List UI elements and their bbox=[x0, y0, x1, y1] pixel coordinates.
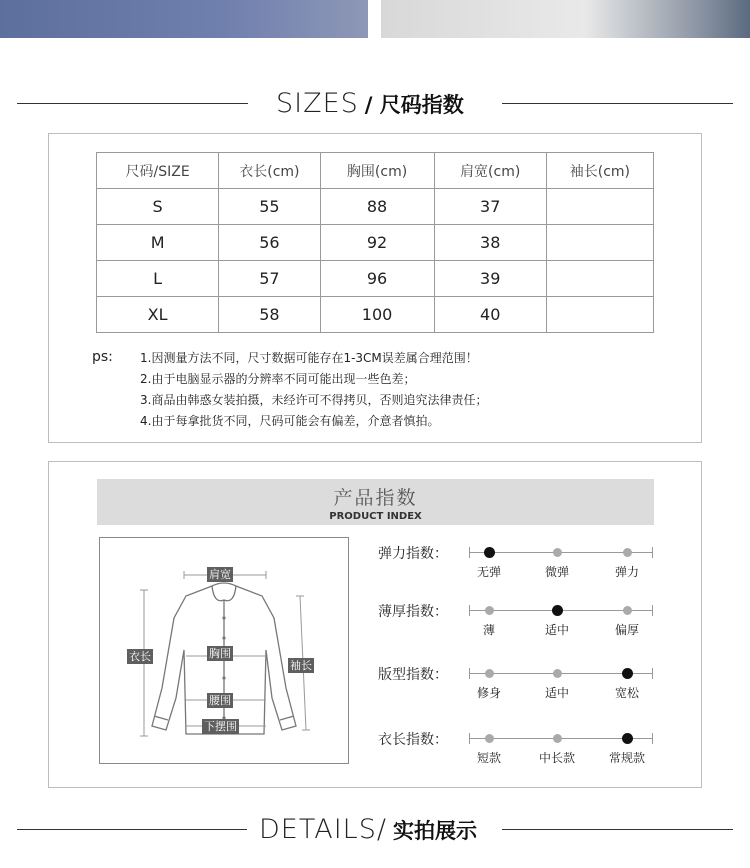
sleeve-cell bbox=[546, 261, 653, 297]
index-option-label: 修身 bbox=[476, 686, 501, 700]
scale-dot bbox=[485, 734, 494, 743]
selected-dot bbox=[622, 668, 633, 679]
index-scale bbox=[469, 545, 653, 559]
length-cell: 57 bbox=[219, 261, 320, 297]
note-line: 2.由于电脑显示器的分辨率不同可能出现一些色差； bbox=[140, 372, 416, 386]
sizes-heading bbox=[276, 88, 464, 119]
index-option-label: 中长款 bbox=[538, 751, 575, 765]
shoulder-cell: 37 bbox=[434, 189, 546, 225]
scale-tick bbox=[652, 547, 653, 558]
header-cell: 袖长(cm) bbox=[546, 153, 653, 189]
scale-dot bbox=[623, 548, 632, 557]
scale-tick bbox=[469, 668, 470, 679]
table-row bbox=[97, 189, 654, 225]
details-title-en: DETAILS/ bbox=[259, 814, 387, 845]
scale-dot bbox=[553, 669, 562, 678]
index-option-label: 常规款 bbox=[608, 751, 645, 765]
details-rule-left bbox=[17, 829, 247, 830]
header-cell: 尺码/SIZE bbox=[97, 153, 219, 189]
sizes-title-en: SIZES bbox=[276, 88, 359, 119]
details-title-cn: 实拍展示 bbox=[392, 819, 477, 843]
index-option-label: 无弹 bbox=[476, 565, 501, 579]
shoulder-tag: 肩宽 bbox=[209, 568, 231, 581]
index-option-label: 适中 bbox=[544, 623, 569, 637]
index-option-label: 宽松 bbox=[614, 686, 639, 700]
size-cell: XL bbox=[97, 297, 219, 333]
product-index-title-cn: 产品指数 bbox=[333, 487, 418, 509]
shoulder-cell: 39 bbox=[434, 261, 546, 297]
size-cell: M bbox=[97, 225, 219, 261]
chest-tag: 胸围 bbox=[209, 647, 231, 660]
table-row bbox=[97, 297, 654, 333]
scale-tick bbox=[652, 605, 653, 616]
sleeve-cell bbox=[546, 225, 653, 261]
size-cell: S bbox=[97, 189, 219, 225]
note-line: 3.商品由韩惑女装拍摄，未经许可不得拷贝，否则追究法律责任； bbox=[140, 393, 488, 407]
index-scale bbox=[469, 603, 653, 617]
notes-prefix: ps: bbox=[92, 349, 113, 365]
sizes-title-cn: / 尺码指数 bbox=[364, 93, 464, 117]
size-table-header bbox=[97, 153, 654, 189]
index-scale bbox=[469, 666, 653, 680]
index-scale bbox=[469, 731, 653, 745]
index-label: 版型指数： bbox=[378, 667, 448, 683]
chest-cell: 92 bbox=[320, 225, 434, 261]
shoulder-cell: 38 bbox=[434, 225, 546, 261]
length-cell: 56 bbox=[219, 225, 320, 261]
sizes-rule-left bbox=[17, 103, 248, 104]
scale-tick bbox=[469, 605, 470, 616]
header-cell: 胸围(cm) bbox=[320, 153, 434, 189]
index-option-label: 短款 bbox=[476, 751, 501, 765]
index-option-label: 适中 bbox=[544, 686, 569, 700]
sizes-rule-right bbox=[502, 103, 733, 104]
top-photo-left bbox=[0, 0, 368, 38]
chest-cell: 88 bbox=[320, 189, 434, 225]
note-line: 1.因测量方法不同，尺寸数据可能存在1-3CM误差属合理范围！ bbox=[140, 351, 478, 365]
scale-tick bbox=[469, 547, 470, 558]
scale-dot bbox=[485, 606, 494, 615]
header-cell: 肩宽(cm) bbox=[434, 153, 546, 189]
sleeve-cell bbox=[546, 189, 653, 225]
scale-dot bbox=[553, 548, 562, 557]
index-label: 薄厚指数： bbox=[378, 604, 448, 620]
product-index-title-en: PRODUCT INDEX bbox=[329, 511, 422, 522]
index-option-label: 偏厚 bbox=[614, 623, 639, 637]
shoulder-cell: 40 bbox=[434, 297, 546, 333]
scale-dot bbox=[553, 734, 562, 743]
sleeve-cell bbox=[546, 297, 653, 333]
scale-tick bbox=[469, 733, 470, 744]
length-cell: 55 bbox=[219, 189, 320, 225]
garment-diagram bbox=[99, 537, 349, 764]
index-option-label: 弹力 bbox=[614, 565, 639, 579]
index-label: 衣长指数： bbox=[378, 732, 448, 748]
index-label: 弹力指数： bbox=[378, 546, 448, 562]
index-option-label: 微弹 bbox=[544, 565, 569, 579]
details-rule-right bbox=[502, 829, 733, 830]
waist-tag: 腰围 bbox=[209, 694, 231, 707]
selected-dot bbox=[622, 733, 633, 744]
size-notes bbox=[140, 348, 487, 432]
hem-tag: 下摆围 bbox=[204, 720, 237, 733]
sleeve-tag: 袖长 bbox=[290, 659, 312, 672]
length-cell: 58 bbox=[219, 297, 320, 333]
scale-tick bbox=[652, 733, 653, 744]
chest-cell: 96 bbox=[320, 261, 434, 297]
selected-dot bbox=[484, 547, 495, 558]
length-tag: 衣长 bbox=[129, 650, 151, 663]
scale-tick bbox=[652, 668, 653, 679]
scale-dot bbox=[623, 606, 632, 615]
table-row bbox=[97, 261, 654, 297]
scale-dot bbox=[485, 669, 494, 678]
top-photo-right bbox=[381, 0, 750, 38]
table-row bbox=[97, 225, 654, 261]
header-cell: 衣长(cm) bbox=[219, 153, 320, 189]
details-heading bbox=[259, 814, 477, 845]
note-line: 4.由于每拿批货不同，尺码可能会有偏差，介意者慎拍。 bbox=[140, 414, 440, 428]
size-cell: L bbox=[97, 261, 219, 297]
product-index-banner bbox=[97, 479, 654, 525]
size-table bbox=[96, 152, 654, 333]
selected-dot bbox=[552, 605, 563, 616]
index-option-label: 薄 bbox=[482, 623, 495, 637]
chest-cell: 100 bbox=[320, 297, 434, 333]
